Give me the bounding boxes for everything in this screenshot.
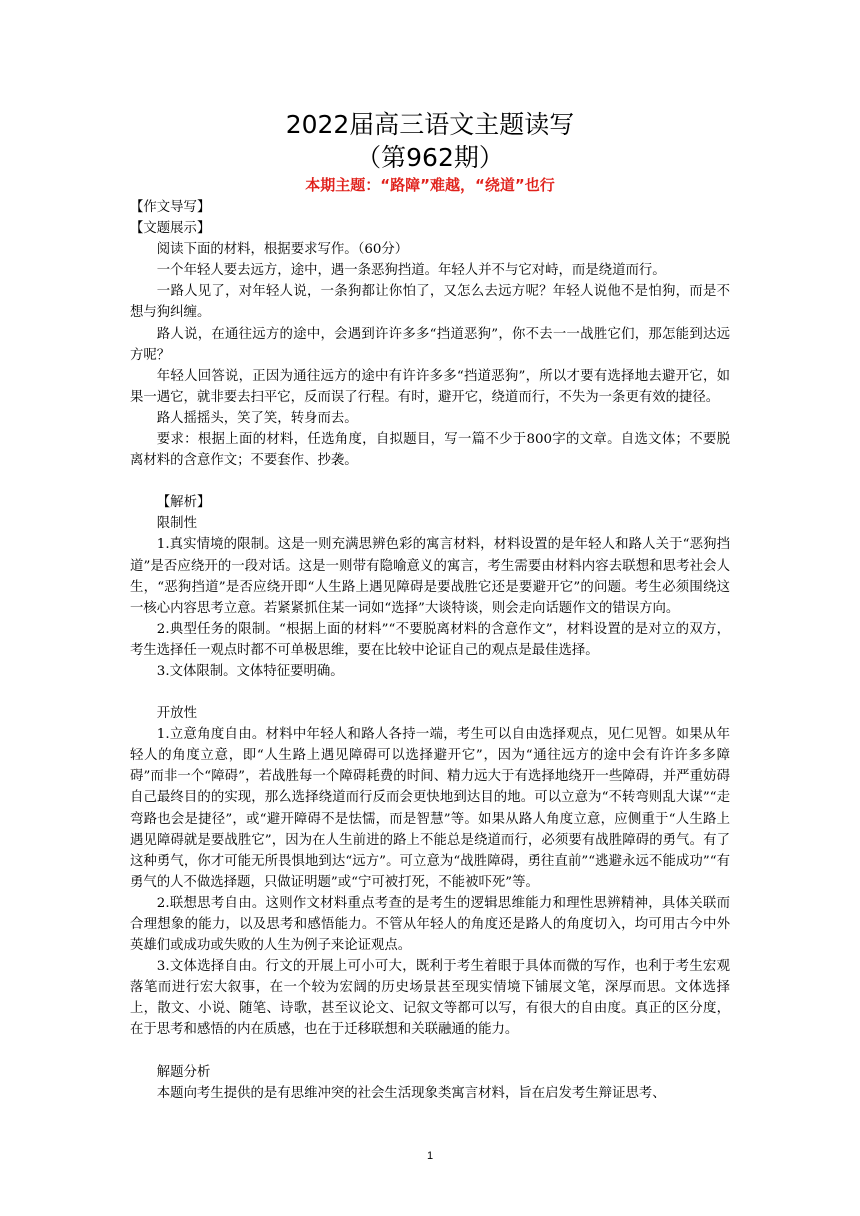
writing-requirements: 要求：根据上面的材料，任选角度，自拟题目，写一篇不少于800字的文章。自选文体；不要脱离材料的含意作文；不要套作、抄袭。 xyxy=(130,432,730,469)
material-paragraph: 一路人见了，对年轻人说，一条狗都让你怕了，又怎么去远方呢？年轻人说他不是怕狗，而是不想与狗纠缠。 xyxy=(130,284,730,321)
analysis-paragraph: 2.典型任务的限制。“根据上面的材料”“不要脱离材料的含意作文”，材料设置的是对立的双方，考生选择任一观点时都不可单极思维，要在比较中论证自己的观点是最佳选择。 xyxy=(130,621,730,658)
material-paragraph: 年轻人回答说，正因为通往远方的途中有许许多多“挡道恶狗”，所以才要有选择地去避开它，如果一遇它，就非要去扫平它，反而误了行程。有时，避开它，绕道而行，不失为一条更有效的捷径。 xyxy=(130,368,730,405)
prompt-instruction: 阅读下面的材料，根据要求写作。（60分） xyxy=(156,242,409,258)
analysis-paragraph: 1.真实情境的限制。这是一则充满思辨色彩的寓言材料，材料设置的是年轻人和路人关于“恶狗挡道”是否应绕开的一段对话。这是一则带有隐喻意义的寓言，考生需要由材料内容去联想和思考社会人生，“恶狗挡道”是否应绕开即“人生路上遇见障碍是要战胜它还是要避开它”的问题。考生必须围绕这一核心内容思考立意。若紧紧抓住某一词如“选择”大谈特谈，则会走向话题作文的错误方向。 xyxy=(130,537,730,616)
document-body xyxy=(130,108,730,1104)
section-heading-prompt: 【文题展示】 xyxy=(130,221,211,237)
subheading-problem-analysis: 解题分析 xyxy=(156,1064,211,1080)
issue-theme: 本期主题：“路障”难越，“绕道”也行 xyxy=(305,176,555,194)
spacer xyxy=(130,1041,730,1062)
material-paragraph: 路人摇摇头，笑了笑，转身而去。 xyxy=(156,410,358,426)
spacer xyxy=(130,682,730,703)
page-number: 1 xyxy=(426,1150,434,1162)
issue-number: （第962期） xyxy=(356,143,504,172)
analysis-paragraph: 本题向考生提供的是有思维冲突的社会生活现象类寓言材料，旨在启发考生辩证思考、 xyxy=(156,1085,666,1101)
section-heading-analysis: 【解析】 xyxy=(156,495,211,511)
material-paragraph: 一个年轻人要去远方，途中，遇一条恶狗挡道。年轻人并不与它对峙，而是绕道而行。 xyxy=(156,263,666,279)
spacer xyxy=(130,471,730,492)
analysis-paragraph: 1.立意角度自由。材料中年轻人和路人各持一端，考生可以自由选择观点，见仁见智。如果从年轻人的角度立意，即“人生路上遇见障碍可以选择避开它”，因为“通往远方的途中会有许许多多障碍”而非一个“障碍”，若战胜每一个障碍耗费的时间、精力远大于有选择地绕开一些障碍，并严重妨碍自己最终目的的实现，那么选择绕道而行反而会更快地到达目的地。可以立意为“不转弯则乱大谋”“走弯路也会是捷径”，或“避开障碍不是怯懦，而是智慧”等。如果从路人角度立意，应侧重于“人生路上遇见障碍就是要战胜它”，因为在人生前进的路上不能总是绕道而行，必须要有战胜障碍的勇气。有了这种勇气，你才可能无所畏惧地到达“远方”。可立意为“战胜障碍，勇往直前”“逃避永远不能成功”“有勇气的人不做选择题，只做证明题”或“宁可被打死，不能被吓死”等。 xyxy=(130,727,730,890)
analysis-paragraph: 2.联想思考自由。这则作文材料重点考查的是考生的逻辑思维能力和理性思辨精神，具体关联而合理想象的能力，以及思考和感悟能力。不管从年轻人的角度还是路人的角度切入，均可用古今中外英雄们或成功或失败的人生为例子来论证观点。 xyxy=(130,895,730,954)
document-title: 2022届高三语文主题读写 xyxy=(285,110,575,139)
material-paragraph: 路人说，在通往远方的途中，会遇到许许多多“挡道恶狗”，你不去一一战胜它们，那怎能到达远方呢？ xyxy=(130,326,730,363)
section-heading-guide: 【作文导写】 xyxy=(130,200,211,215)
analysis-paragraph: 3.文体选择自由。行文的开展上可小可大，既利于考生着眼于具体而微的写作，也利于考生宏观落笔而进行宏大叙事，在一个较为宏阔的历史场景甚至现实情境下铺展文笔，深厚而思。文体选择上，散文、小说、随笔、诗歌，甚至议论文、记叙文等都可以写，有很大的自由度。真正的区分度，在于思考和感悟的内在质感，也在于迁移联想和关联融通的能力。 xyxy=(130,959,730,1038)
subheading-openness: 开放性 xyxy=(156,706,197,722)
analysis-paragraph: 3.文体限制。文体特征要明确。 xyxy=(156,663,344,679)
subheading-restrictions: 限制性 xyxy=(156,516,197,532)
